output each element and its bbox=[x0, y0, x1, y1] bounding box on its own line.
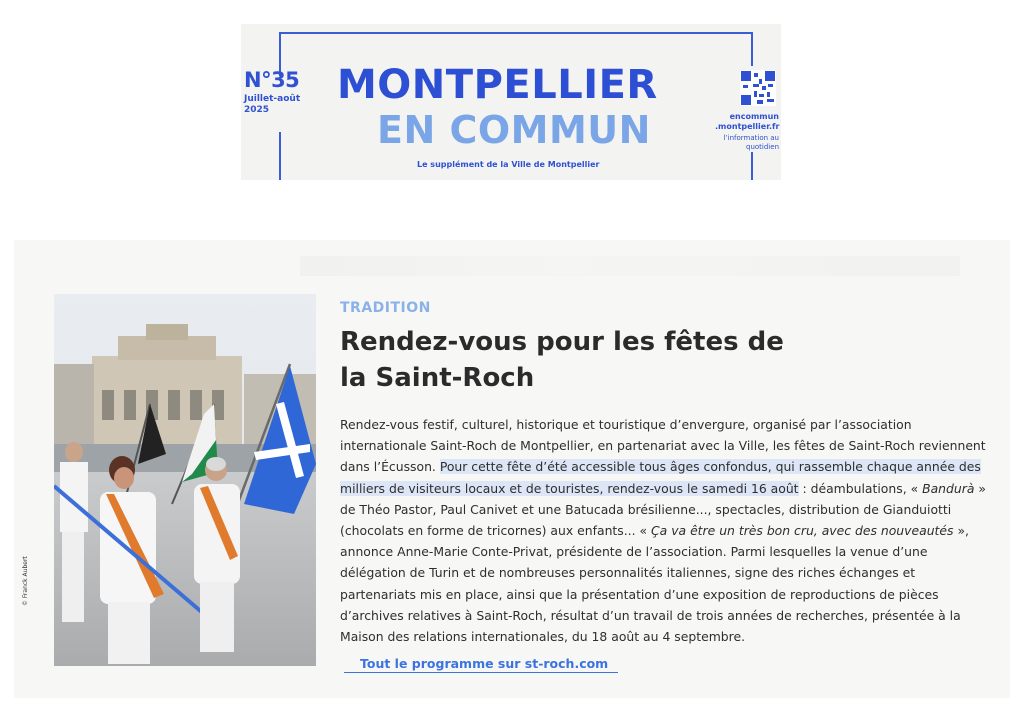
masthead-title-line1: MONTPELLIER bbox=[337, 62, 658, 108]
newspaper-masthead bbox=[241, 24, 781, 180]
body-text-part: » de Théo Pastor, Paul Canivet et une Batucada brésilienne..., spectacles, distribution de Gianduiotti (chocolats en forme de tricornes) aux enfants... « bbox=[340, 480, 986, 539]
qr-code-icon[interactable] bbox=[740, 70, 776, 106]
site-url[interactable]: encommun .montpellier.fr bbox=[715, 112, 780, 131]
body-text-part: », annonce Anne-Marie Conte-Privat, présidente de l’association. Parmi lesquelles la venue d’une délégation de Turin et de nombreuses personnalités italiennes, signe des riches échanges et partenariats mis en place, ainsi que la présentation d’une exposition de reproductions de pièces d’archives relatives à Saint-Roch, résultat d’un travail de trois années de recherches, présentée à la Maison des relations internationales, du 18 août au 4 septembre. bbox=[340, 523, 969, 645]
body-highlighted-text: Pour cette fête d’été accessible tous âges confondus, qui rassemble chaque année des milliers de visiteurs locaux et de touristes, rendez-vous le samedi 16 août bbox=[340, 459, 981, 496]
masthead-frame-right bbox=[751, 32, 753, 66]
body-text-intro: Rendez-vous festif, culturel, historique et touristique d’envergure, organisé par l’association internationale Saint-Roch de Montpellier, en partenariat avec la Ville, les fêtes de Saint-Roch reviennent dans l’Écusson. bbox=[340, 417, 986, 475]
masthead-frame-left-lower bbox=[279, 132, 281, 180]
article-headline: Rendez-vous pour les fêtes de la Saint-Roch bbox=[340, 327, 784, 393]
article-kicker: TRADITION bbox=[340, 300, 431, 316]
masthead-title-line2: EN COMMUN bbox=[377, 108, 651, 152]
masthead-frame-right-lower bbox=[751, 152, 753, 180]
program-link[interactable]: Tout le programme sur st-roch.com bbox=[360, 656, 609, 671]
masthead-frame-top bbox=[279, 32, 753, 34]
article-photo bbox=[54, 294, 316, 666]
issue-date: Juillet-août 2025 bbox=[244, 94, 301, 115]
masthead-tagline: Le supplément de la Ville de Montpellier bbox=[417, 160, 600, 169]
parade-photo-illustration bbox=[54, 294, 316, 666]
issue-number: N°35 bbox=[244, 68, 300, 92]
photo-credit: © Franck Aubert bbox=[22, 556, 29, 606]
body-italic-text: Bandurà bbox=[922, 480, 975, 496]
show-through-text bbox=[300, 256, 960, 276]
program-link-underline bbox=[344, 672, 618, 673]
site-subtitle: l’information au quotidien bbox=[723, 134, 779, 151]
body-text-part: : déambulations, « bbox=[798, 480, 923, 496]
quote-italic-text: Ça va être un très bon cru, avec des nouveautés bbox=[651, 523, 954, 539]
article-body bbox=[340, 414, 988, 647]
